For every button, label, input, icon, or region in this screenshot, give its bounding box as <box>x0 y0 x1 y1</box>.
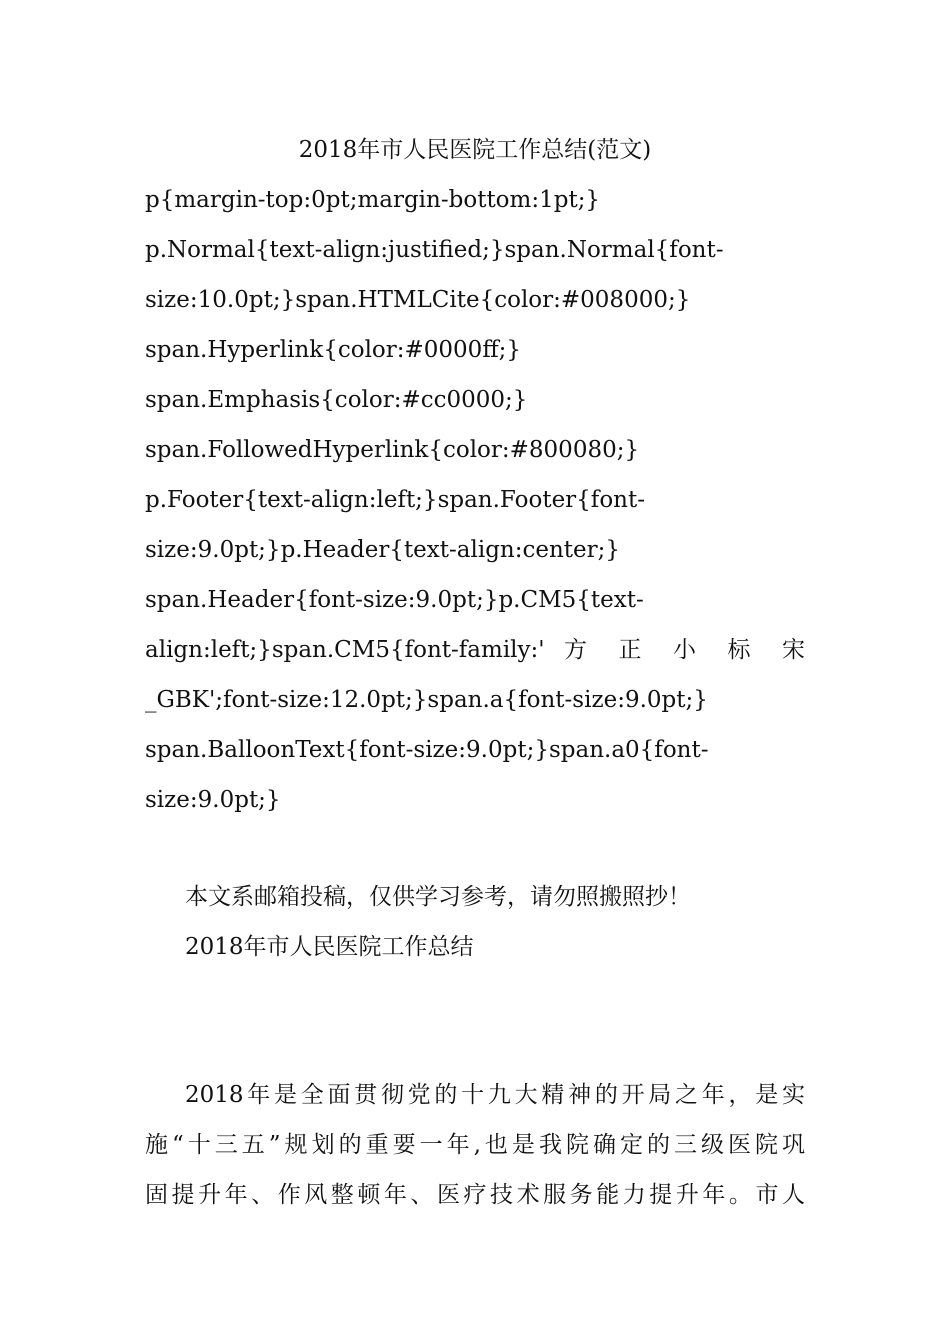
css-line: span.Header{font-size:9.0pt;}p.CM5{text- <box>145 587 644 613</box>
css-line: span.Emphasis{color:#cc0000;} <box>145 387 528 413</box>
css-line: span.Hyperlink{color:#0000ff;} <box>145 337 522 363</box>
css-line: span.FollowedHyperlink{color:#800080;} <box>145 437 640 463</box>
css-line: size:9.0pt;}p.Header{text-align:center;} <box>145 537 621 563</box>
body-line: 固提升年、作风整顿年、医疗技术服务能力提升年。市人 <box>145 1182 805 1208</box>
body-line: 2018年是全面贯彻党的十九大精神的开局之年，是实 <box>185 1082 805 1108</box>
css-line: p.Normal{text-align:justified;}span.Normal{font- <box>145 237 724 263</box>
css-line: span.BalloonText{font-size:9.0pt;}span.a0{font- <box>145 737 709 763</box>
css-line: align:left;}span.CM5{font-family:' 方 正 小 标 宋 <box>145 637 805 663</box>
css-line: p{margin-top:0pt;margin-bottom:1pt;} <box>145 187 601 213</box>
css-line: size:10.0pt;}span.HTMLCite{color:#008000;} <box>145 287 691 313</box>
notice-text: 本文系邮箱投稿，仅供学习参考，请勿照搬照抄！ <box>185 884 691 910</box>
document-title: 2018年市人民医院工作总结(范文) <box>298 137 652 163</box>
subtitle: 2018年市人民医院工作总结 <box>185 934 474 960</box>
body-line: 施“十三五”规划的重要一年,也是我院确定的三级医院巩 <box>145 1132 805 1158</box>
css-line: size:9.0pt;} <box>145 787 281 813</box>
css-line: p.Footer{text-align:left;}span.Footer{font- <box>145 487 645 513</box>
css-line: _GBK';font-size:12.0pt;}span.a{font-size:9.0pt;} <box>145 687 708 713</box>
